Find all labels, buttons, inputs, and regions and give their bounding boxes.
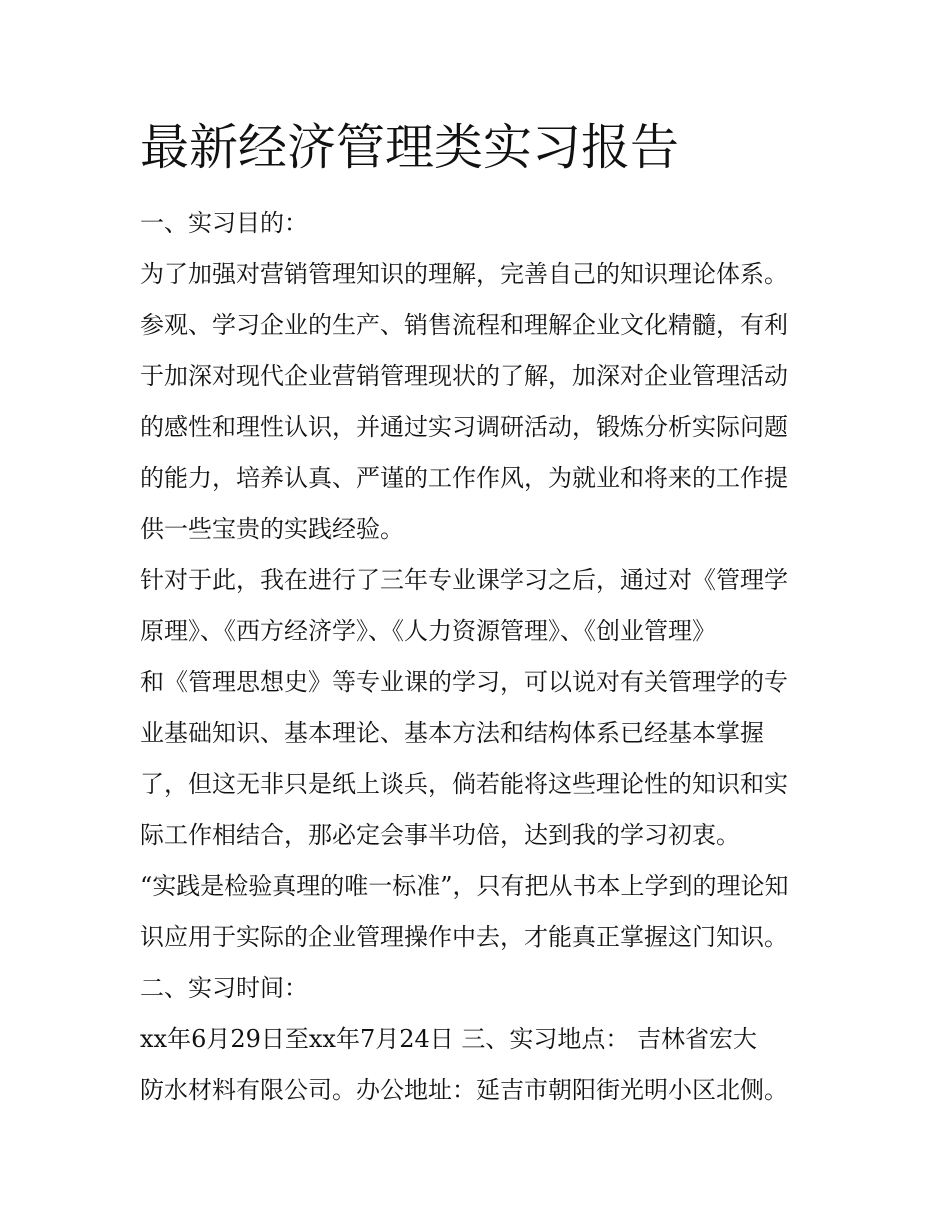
text-line: 于加深对现代企业营销管理现状的了解，加深对企业管理活动 [140,362,788,390]
text-line: 的感性和理性认识，并通过实习调研活动，锻炼分析实际问题 [140,413,788,441]
text-line: 了，但这无非只是纸上谈兵，倘若能将这些理论性的知识和实 [140,770,788,798]
section-heading-purpose: 一、实习目的： [140,209,308,237]
text-line: 供一些宝贵的实践经验。 [140,515,404,543]
section-heading-time: 二、实习时间： [140,974,308,1002]
text-line: 和《管理思想史》等专业课的学习，可以说对有关管理学的专 [140,668,788,696]
text-line: 为了加强对营销管理知识的理解，完善自己的知识理论体系。 [140,260,788,288]
text-line: 际工作相结合，那必定会事半功倍，达到我的学习初衷。 [140,821,740,849]
text-line: 针对于此，我在进行了三年专业课学习之后，通过对《管理学 [140,566,788,594]
text-line: 参观、学习企业的生产、销售流程和理解企业文化精髓，有利 [140,311,788,339]
document-title: 最新经济管理类实习报告 [140,119,680,176]
text-line: “实践是检验真理的唯一标准”，只有把从书本上学到的理论知 [140,872,789,900]
text-line: 的能力，培养认真、严谨的工作作风，为就业和将来的工作提 [140,464,788,492]
text-line: 原理》、《西方经济学》、《人力资源管理》、《创业管理》 [140,617,716,645]
text-line: xx年6月29日至xx年7月24日 三、实习地点： 吉林省宏大 [140,1025,758,1053]
text-line: 防水材料有限公司。办公地址：延吉市朝阳街光明小区北侧。 [140,1076,788,1104]
text-line: 识应用于实际的企业管理操作中去，才能真正掌握这门知识。 [140,923,788,951]
text-line: 业基础知识、基本理论、基本方法和结构体系已经基本掌握 [140,719,764,747]
